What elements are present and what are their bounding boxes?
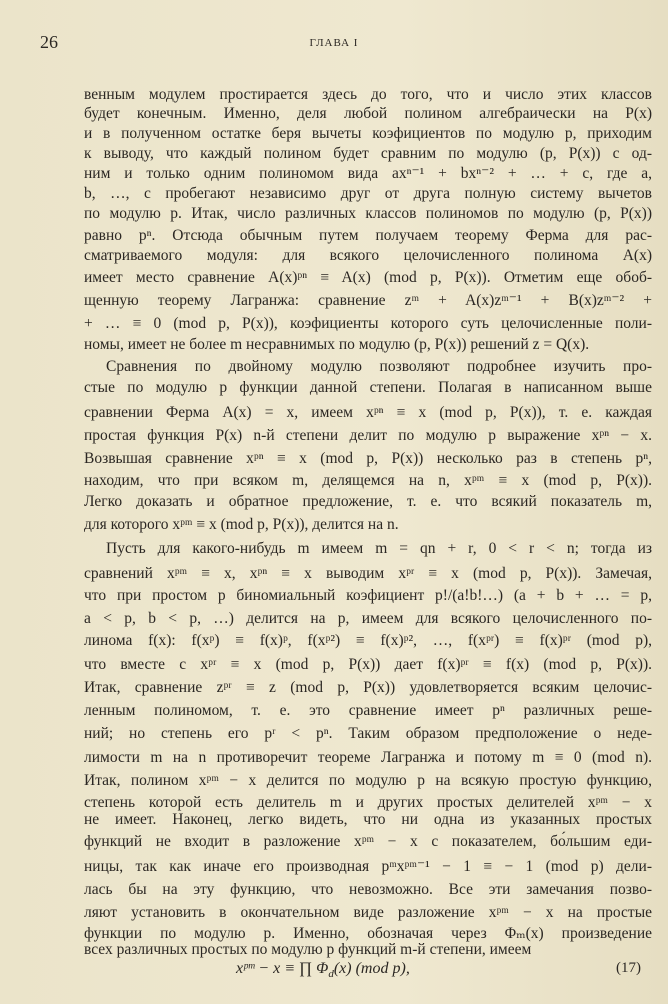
equation-subscript: d	[328, 968, 334, 981]
text-line: ний; но степень его pʳ < pⁿ. Таким образом предположение о неде-	[84, 725, 652, 742]
text-line: лась бы на эту функцию, что невозможно. Все эти замечания позво-	[84, 881, 652, 898]
text-line: для которого xᵖᵐ ≡ x (mod p, P(x)), делится на n.	[84, 516, 399, 533]
text-line: + … ≡ 0 (mod p, P(x)), коэфициенты которого суть целочисленные поли-	[84, 315, 652, 332]
text-line: Итак, сравнение zᵖʳ ≡ z (mod p, P(x)) удовлетворяется всяким целочис-	[84, 679, 652, 696]
equation-rhs: (x) (mod p),	[333, 960, 410, 977]
text-line: по модулю p. Итак, число различных классов полиномов по модулю (p, P(x))	[84, 205, 652, 222]
text-line: щенную теорему Лагранжа: сравнение zᵐ + A(x)zᵐ⁻¹ + B(x)zᵐ⁻² +	[84, 292, 652, 309]
text-line: и в полученном остатке беря вычеты коэфициентов по модулю p, приходим	[84, 125, 652, 142]
text-line: что при простом p биномиальный коэфициент p!/(a!b!…) (a + b + … = p,	[84, 587, 652, 604]
text-line: Легко доказать и обратное предложение, т. е. что всякий показатель m,	[84, 493, 652, 510]
text-line: Пусть для какого-нибудь m имеем m = qn + r, 0 < r < n; тогда из	[106, 540, 652, 557]
text-line: степень которой есть делитель m и других простых делителей xᵖᵐ − x	[84, 794, 652, 811]
equation-17	[236, 960, 410, 980]
text-line: к выводу, что каждый полином будет сравним по модулю (p, P(x)) с од-	[84, 145, 652, 162]
text-line: всех различных простых по модулю p функций m-й степени, имеем	[84, 941, 532, 958]
text-line: будет конечным. Именно, деля любой полином алгебраически на P(x)	[84, 105, 652, 122]
equation-number: (17)	[616, 960, 641, 976]
text-line: сравнении Ферма A(x) = x, имеем xᵖⁿ ≡ x (mod p, P(x)), т. е. каждая	[84, 404, 652, 421]
text-line: линома f(x): f(xᵖ) ≡ f(x)ᵖ, f(xᵖ²) ≡ f(x)ᵖ², …, f(xᵖʳ) ≡ f(x)ᵖʳ (mod p),	[84, 632, 652, 649]
equation-lhs: xᵖᵐ − x ≡ ∏ Φ	[236, 960, 329, 977]
text-line: что вместе с xᵖʳ ≡ x (mod p, P(x)) дает f(x)ᵖʳ ≡ f(x) (mod p, P(x)).	[84, 656, 652, 673]
text-line: имеет место сравнение A(x)ᵖⁿ ≡ A(x) (mod p, P(x)). Отметим еще обоб-	[84, 269, 652, 286]
text-line: простая функция P(x) n-й степени делит по модулю p выражение xᵖⁿ − x.	[84, 427, 652, 444]
text-line: ницы, так как иначе его производная pᵐxᵖᵐ⁻¹ − 1 ≡ − 1 (mod p) дели-	[84, 858, 652, 875]
text-line: b, …, c пробегают независимо друг от друга полную систему вычетов	[84, 185, 652, 202]
running-title: ГЛАВА I	[309, 37, 359, 49]
text-line: венным модулем простирается здесь до того, что и число этих классов	[84, 86, 652, 103]
text-line: ляют установить в окончательном виде разложение xᵖᵐ − x на простые	[84, 904, 652, 921]
text-line: сматриваемого модуля: для всякого целочисленного полинома A(x)	[84, 247, 652, 264]
text-line: a < p, b < p, …) делится на p, имеем для всякого целочисленного по-	[84, 610, 652, 627]
text-line: функций не входит в разложение xᵖᵐ − x с показателем, бо́льшим еди-	[84, 833, 652, 850]
text-line: не имеет. Наконец, легко видеть, что ни одна из указанных простых	[84, 811, 652, 828]
text-line: Возвышая сравнение xᵖⁿ ≡ x (mod p, P(x)) несколько раз в степень pⁿ,	[84, 450, 652, 467]
page-number: 26	[40, 32, 58, 52]
text-line: номы, имеет не более m несравнимых по модулю (p, P(x)) решений z = Q(x).	[84, 336, 590, 353]
text-line: ленным полиномом, т. е. это сравнение имеет pⁿ различных реше-	[84, 702, 652, 719]
text-line: лимости m на n противоречит теореме Лагранжа и потому m ≡ 0 (mod n).	[84, 749, 652, 766]
text-line: ним и только одним полиномом вида axⁿ⁻¹ + bxⁿ⁻² + … + c, где a,	[84, 165, 652, 182]
text-line: Итак, полином xᵖᵐ − x делится по модулю p на всякую простую функцию,	[84, 772, 652, 789]
text-line: функции по модулю p. Именно, обозначая через Φₘ(x) произведение	[84, 925, 652, 942]
text-line: находим, что при всяком m, делящемся на n, xᵖᵐ ≡ x (mod p, P(x)).	[84, 472, 652, 489]
text-line: стые по модулю p функции данной степени. Полагая в написанном выше	[84, 379, 652, 396]
text-line: сравнений xᵖᵐ ≡ x, xᵖⁿ ≡ x выводим xᵖʳ ≡ x (mod p, P(x)). Замечая,	[84, 565, 652, 582]
text-line: равно pⁿ. Отсюда обычным путем получаем теорему Ферма для рас-	[84, 227, 652, 244]
text-line: Сравнения по двойному модулю позволяют подробнее изучить про-	[106, 358, 652, 375]
